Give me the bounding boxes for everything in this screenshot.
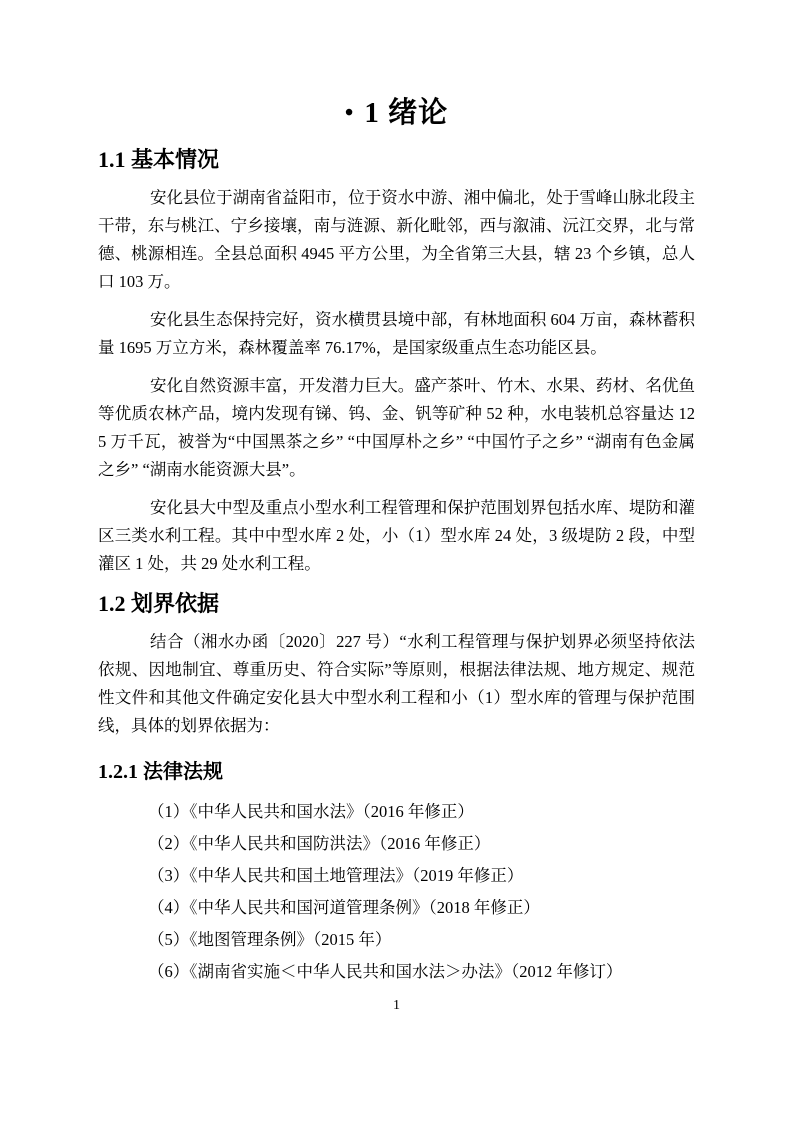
paragraph-resources: 安化自然资源丰富，开发潜力巨大。盛产茶叶、竹木、水果、药材、名优鱼等优质农林产品，境内发现有锑、钨、金、钒等矿种 52 种，水电装机总容量达 125 万千瓦，被誉为“中国黑茶之乡” “中国厚朴之乡” “中国竹子之乡” “湖南有色金属之乡” “湖南水能资源大县”。 bbox=[98, 376, 695, 479]
paragraph-ecology: 安化县生态保持完好，资水横贯县境中部，有林地面积 604 万亩，森林蓄积量 1695 万立方米，森林覆盖率 76.17%，是国家级重点生态功能区县。 bbox=[98, 310, 695, 357]
paragraph-projects-overview: 安化县大中型及重点小型水利工程管理和保护范围划界包括水库、堤防和灌区三类水利工程。其中中型水库 2 处，小（1）型水库 24 处，3 级堤防 2 段，中型灌区 1 处，共 29 处水利工程。 bbox=[98, 498, 695, 573]
section-heading-1-2: 1.2 划界依据 bbox=[98, 591, 220, 616]
law-item-river-regulations: （4）《中华人民共和国河道管理条例》（2018 年修正） bbox=[148, 898, 540, 917]
law-item-flood-control-law: （2）《中华人民共和国防洪法》（2016 年修正） bbox=[148, 834, 491, 853]
law-item-map-regulations: （5）《地图管理条例》（2015 年） bbox=[148, 930, 392, 949]
law-item-water-law: （1）《中华人民共和国水法》（2016 年修正） bbox=[148, 802, 474, 821]
page-number: 1 bbox=[393, 998, 400, 1013]
law-item-land-administration-law: （3）《中华人民共和国土地管理法》（2019 年修正） bbox=[148, 866, 524, 885]
law-item-hunan-implementation-measures: （6）《湖南省实施＜中华人民共和国水法＞办法》（2012 年修订） bbox=[148, 962, 623, 981]
paragraph-delimitation-basis: 结合（湘水办函〔2020〕227 号）“水利工程管理与保护划界必须坚持依法依规、因地制宜、尊重历史、符合实际”等原则，根据法律法规、地方规定、规范性文件和其他文件确定安化县大中型水利工程和小（1）型水库的管理与保护范围线，具体的划界依据为： bbox=[98, 632, 695, 735]
chapter-title bbox=[98, 92, 695, 134]
section-heading-1-1: 1.1 基本情况 bbox=[98, 147, 220, 172]
chapter-title-text: 1 绪论 bbox=[364, 97, 449, 129]
law-list bbox=[98, 796, 695, 988]
paragraph-basic-location: 安化县位于湖南省益阳市，位于资水中游、湘中偏北，处于雪峰山脉北段主干带，东与桃江、宁乡接壤，南与涟源、新化毗邻，西与溆浦、沅江交界，北与常德、桃源相连。全县总面积 4945 平方公里，为全省第三大县，辖 23 个乡镇，总人口 103 万。 bbox=[98, 188, 695, 291]
title-bullet-icon: • bbox=[344, 100, 355, 126]
subsection-heading-1-2-1: 1.2.1 法律法规 bbox=[98, 761, 223, 783]
